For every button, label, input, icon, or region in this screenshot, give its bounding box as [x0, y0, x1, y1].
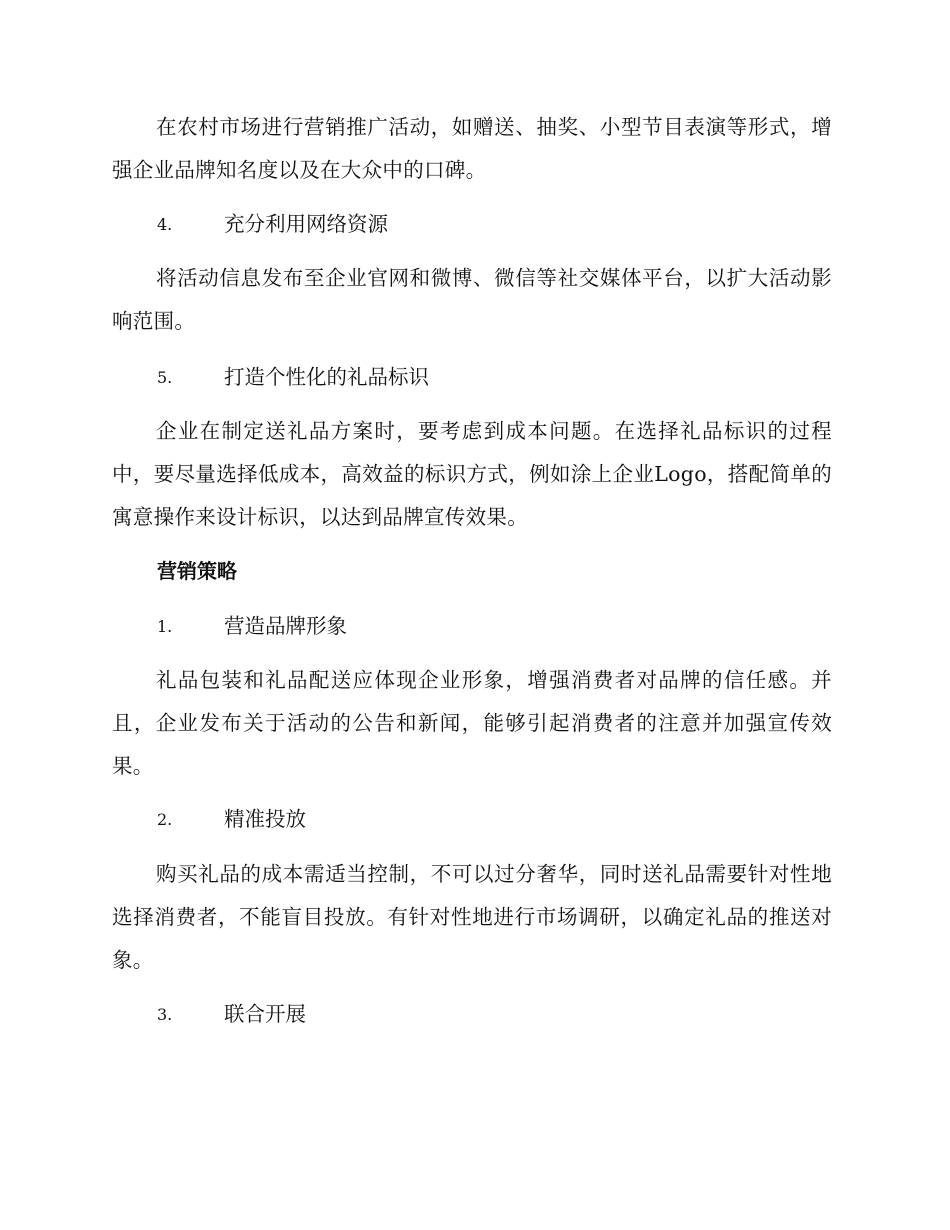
paragraph-network-resources: 将活动信息发布至企业官网和微博、微信等社交媒体平台，以扩大活动影响范围。	[112, 266, 832, 333]
list-item-number: 5.	[157, 368, 173, 387]
list-item-4	[112, 209, 832, 239]
section-heading: 营销策略	[157, 559, 237, 583]
strategy-item-1	[112, 611, 832, 641]
list-item-number: 4.	[157, 215, 173, 234]
list-item-number: 3.	[157, 1005, 173, 1024]
paragraph-gift-logo: 企业在制定送礼品方案时，要考虑到成本问题。在选择礼品标识的过程中，要尽量选择低成本，高效益的标识方式，例如涂上企业Logo，搭配简单的寓意操作来设计标识，以达到品牌宣传效果。	[112, 419, 832, 529]
strategy-item-3	[112, 999, 832, 1029]
list-item-title: 充分利用网络资源	[224, 212, 388, 236]
paragraph-rural-marketing: 在农村市场进行营销推广活动，如赠送、抽奖、小型节目表演等形式，增强企业品牌知名度以及在大众中的口碑。	[112, 115, 832, 182]
list-item-title: 联合开展	[224, 1002, 306, 1026]
paragraph-brand-image: 礼品包装和礼品配送应体现企业形象，增强消费者对品牌的信任感。并且，企业发布关于活动的公告和新闻，能够引起消费者的注意并加强宣传效果。	[112, 668, 832, 778]
list-item-number: 2.	[157, 810, 173, 829]
list-item-number: 1.	[157, 617, 173, 636]
list-item-title: 精准投放	[224, 807, 306, 831]
list-item-5	[112, 362, 832, 392]
list-item-title: 营造品牌形象	[224, 614, 347, 638]
strategy-item-2	[112, 804, 832, 834]
list-item-title: 打造个性化的礼品标识	[224, 365, 429, 389]
paragraph-precise-targeting: 购买礼品的成本需适当控制，不可以过分奢华，同时送礼品需要针对性地选择消费者，不能盲目投放。有针对性地进行市场调研，以确定礼品的推送对象。	[112, 862, 832, 972]
